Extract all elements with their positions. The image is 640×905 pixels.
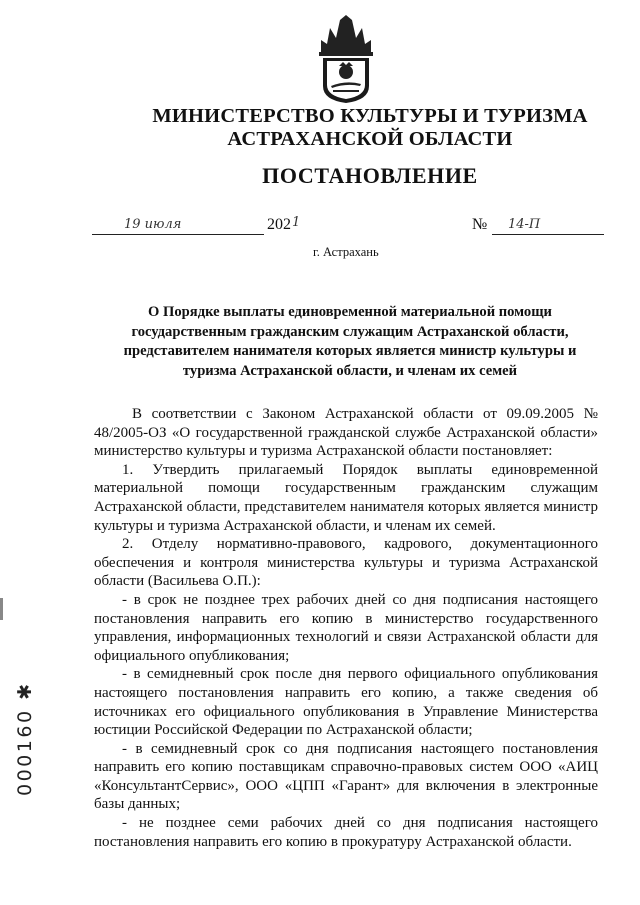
subject-line2: государственным гражданским служащим Астраханской области,: [131, 323, 569, 340]
subitem-3-paragraph: - в семидневный срок со дня подписания настоящего постановления направить его копию поставщикам справочно-правовых систем ООО «АИЦ «КонсультантСервис», ООО «ЦПП «Гарант» для включения в электронные базы данных;: [94, 740, 598, 813]
year-printed: 202: [267, 216, 291, 233]
year-handwritten: 1: [292, 215, 301, 230]
date-number-line: [0, 215, 640, 237]
subject-line4: туризма Астраханской области, и членам их семей: [182, 363, 518, 380]
subitem-4-paragraph: - не позднее семи рабочих дней со дня подписания настоящего постановления направить его копию в прокуратуру Астраханской области.: [94, 815, 598, 850]
scan-edge-mark: [0, 598, 3, 620]
date-field: [92, 215, 264, 235]
document-type-title: ПОСТАНОВЛЕНИЕ: [262, 163, 478, 188]
subitem-2-paragraph: - в семидневный срок после дня первого официального опубликования настоящего постановления направить его копию, а также сведения об источниках его официального опубликования в Управление Министерства юстиции Российской Федерации по Астраханской области;: [94, 666, 598, 739]
item-2-paragraph: 2. Отделу нормативно-правового, кадрового, документационного обеспечения и контроля министерства культуры и туризма Астраханской области (Васильева О.П.):: [94, 536, 598, 590]
item-1-paragraph: 1. Утвердить прилагаемый Порядок выплаты единовременной материальной помощи государственным гражданским служащим Астраханской области, представителем нанимателя которых является министр культуры и туризма Астраханской области, и членам их семей.: [94, 461, 598, 534]
document-body: [94, 405, 598, 851]
subject-line3: представителем нанимателя которых является министр культуры и: [123, 343, 577, 360]
subitem-1-paragraph: - в срок не позднее трех рабочих дней со дня подписания настоящего постановления направить его копию в министерство государственного управления, информационных технологий и связи Астраханской области для официального опубликования;: [94, 591, 598, 664]
preamble-paragraph: В соответствии с Законом Астраханской области от 09.09.2005 № 48/2005-ОЗ «О государственной гражданской службе Астраханской области» министерство культуры и туризма Астраханской области постановляет:: [94, 406, 598, 460]
ministry-name-line2: АСТРАХАНСКОЙ ОБЛАСТИ: [227, 128, 513, 150]
date-handwritten: 19 июля: [124, 217, 182, 232]
city-name: г. Астрахань: [313, 245, 379, 259]
ministry-name-line1: МИНИСТЕРСТВО КУЛЬТУРЫ И ТУРИЗМА: [152, 105, 588, 127]
document-subject: [100, 303, 600, 382]
registration-stamp: 000160 ✱: [14, 681, 36, 796]
coat-of-arms-icon: [313, 14, 379, 104]
number-handwritten: 14-П: [508, 217, 541, 232]
subject-line1: О Порядке выплаты единовременной материальной помощи: [148, 304, 552, 320]
number-sign: №: [472, 216, 488, 233]
number-field: [492, 215, 604, 235]
